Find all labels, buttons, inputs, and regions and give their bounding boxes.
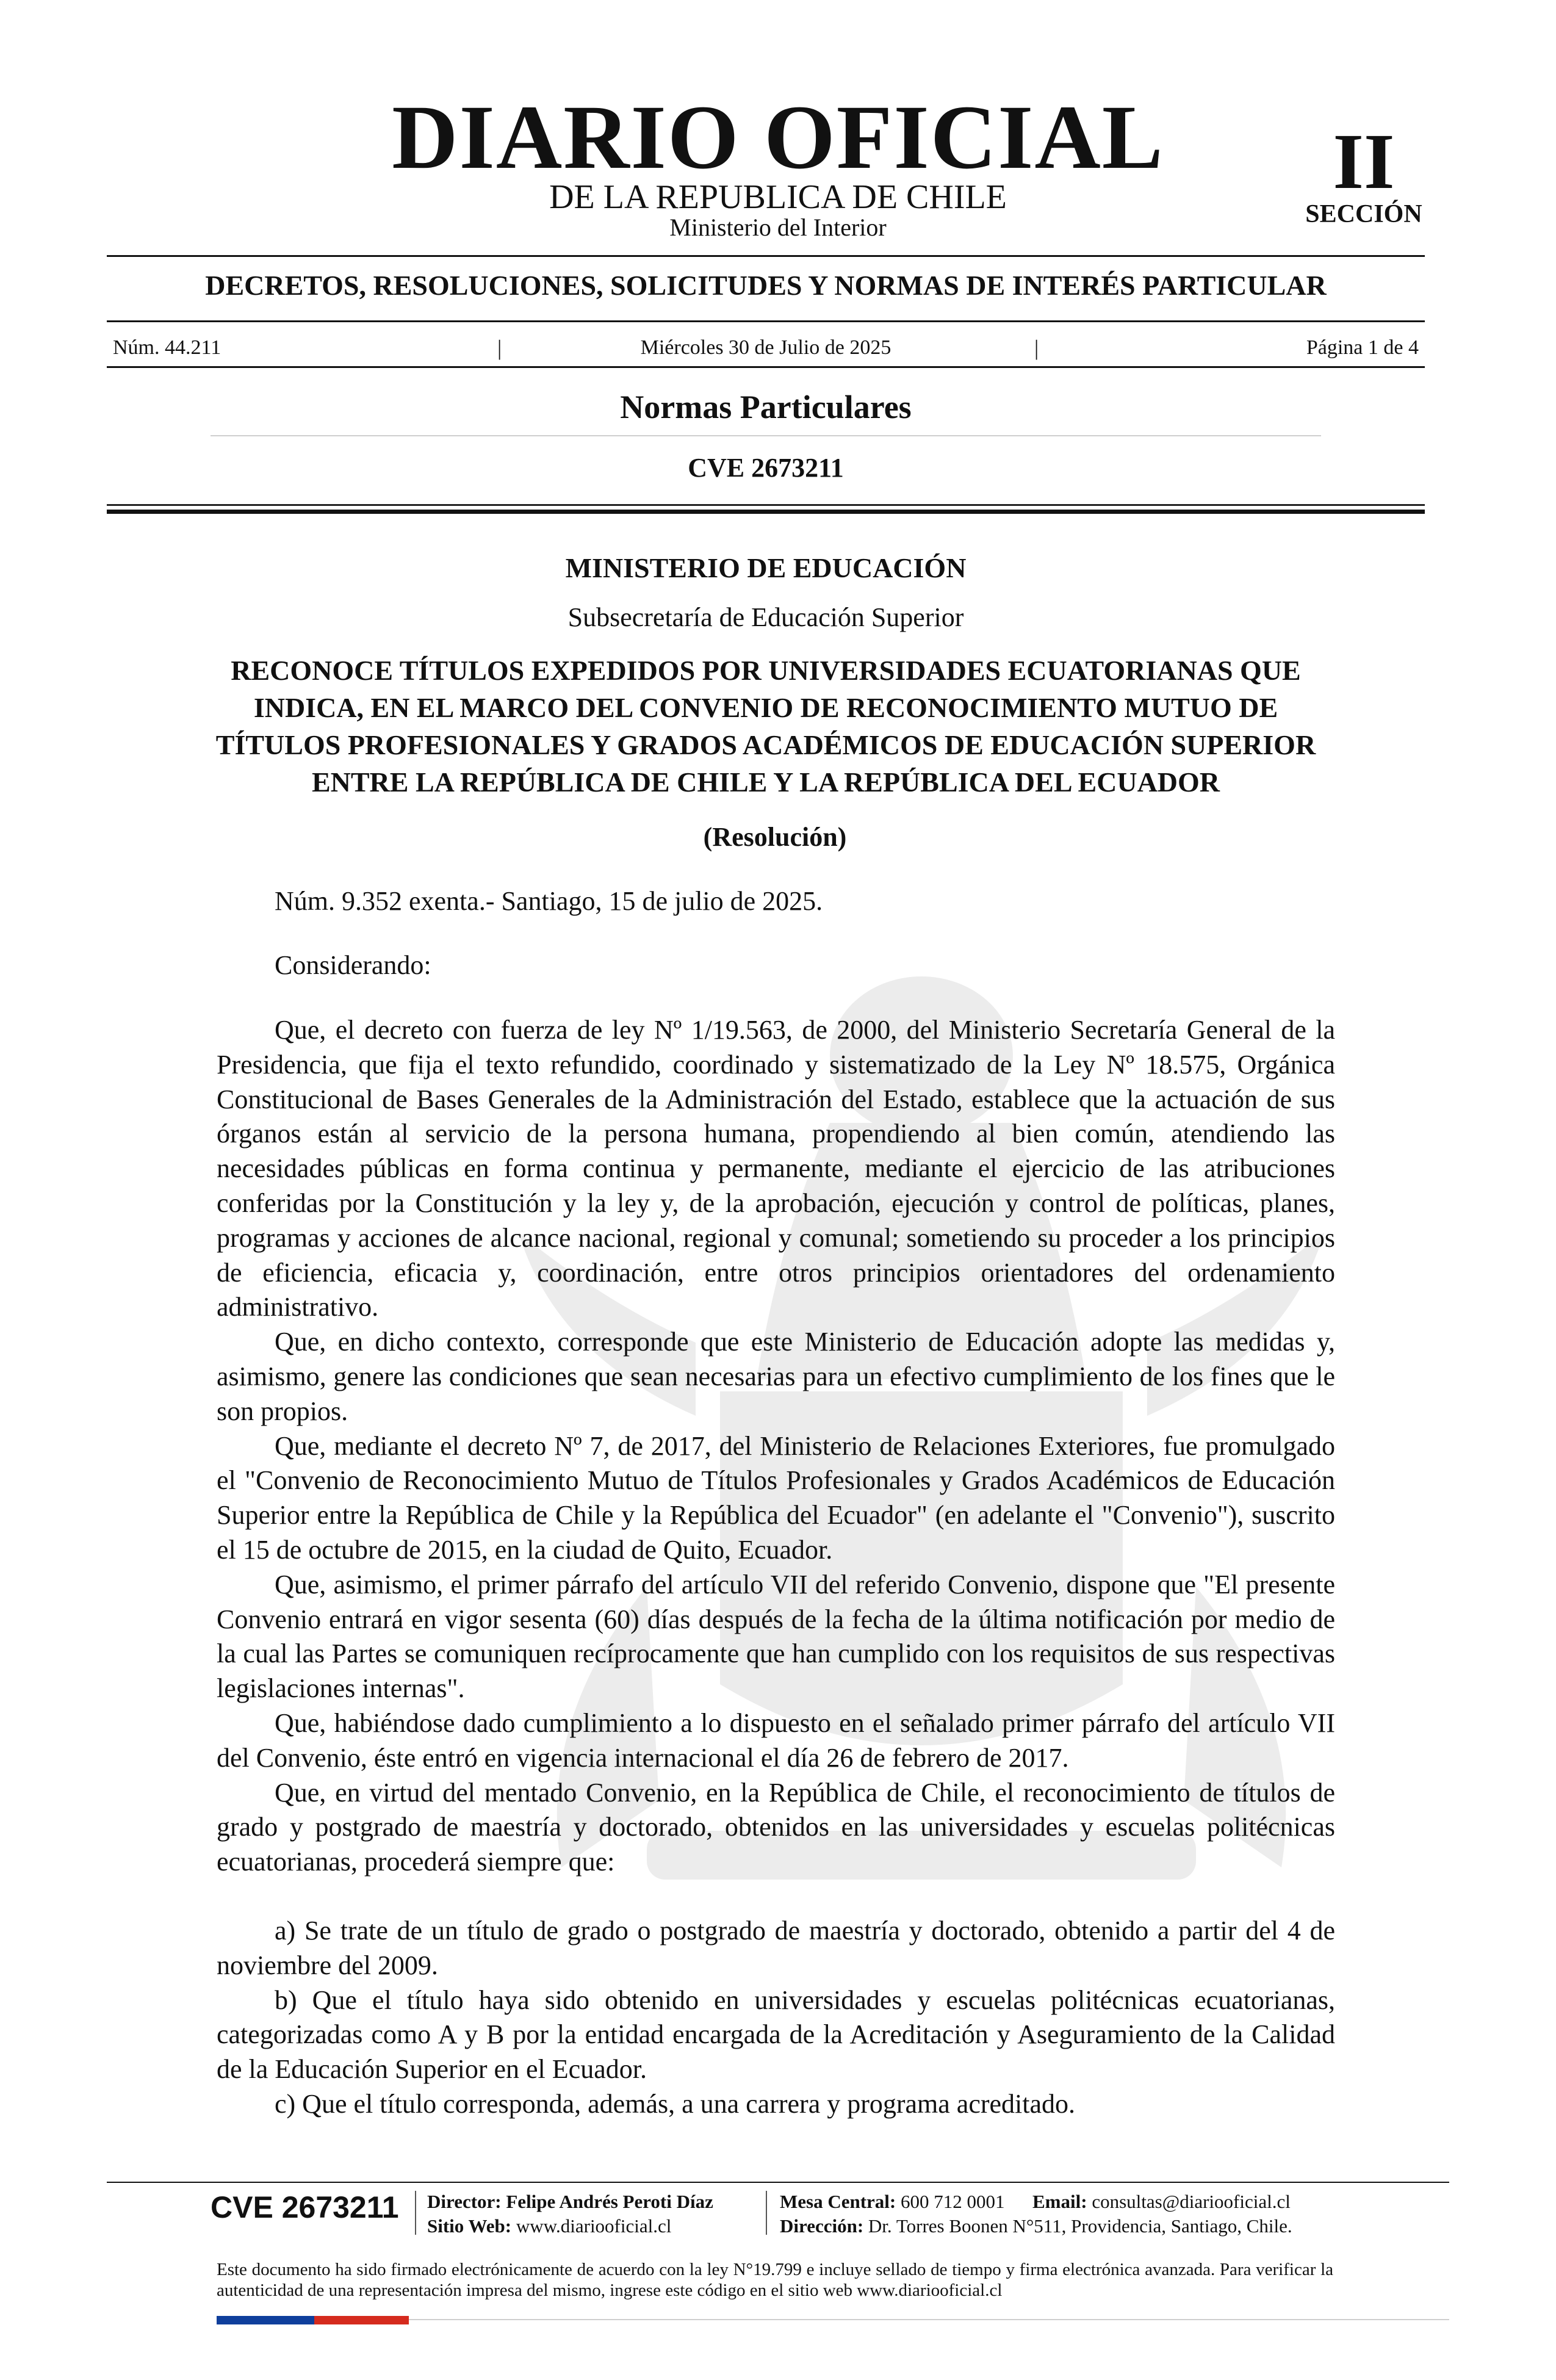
footer-website bbox=[427, 2214, 671, 2238]
paragraph: Que, habiéndose dado cumplimiento a lo dispuesto en el señalado primer párrafo del artículo VII del Convenio, éste entró en vigencia internacional el día 26 de febrero de 2017. bbox=[217, 1707, 1335, 1773]
resolution-title: RECONOCE TÍTULOS EXPEDIDOS POR UNIVERSIDADES ECUATORIANAS QUE INDICA, EN EL MARCO DEL CONVENIO DE RECONOCIMIENTO MUTUO DE TÍTULOS PROFESIONALES Y GRADOS ACADÉMICOS DE EDUCACIÓN SUPERIOR ENTRE LA REPÚBLICA DE CHILE Y LA REPÚBLICA DEL ECUADOR bbox=[215, 655, 1316, 798]
email-link[interactable]: consultas@diariooficial.cl bbox=[1092, 2191, 1291, 2212]
director-name: Felipe Andrés Peroti Díaz bbox=[506, 2191, 713, 2212]
condition-item: b) Que el título haya sido obtenido en universidades y escuelas politécnicas ecuatorianas, categorizadas como A y B por la entidad encargada de la Acreditación y Aseguramiento de la Calidad de la Educación Superior en el Ecuador. bbox=[217, 1985, 1335, 2085]
mesa-phone: 600 712 0001 bbox=[901, 2191, 1005, 2212]
cve-code: CVE 2673211 bbox=[688, 453, 844, 483]
footer-cve-code: CVE 2673211 bbox=[211, 2190, 399, 2224]
footer-address bbox=[780, 2214, 1292, 2238]
condition-item: a) Se trate de un título de grado o postgrado de maestría y doctorado, obtenido a partir del 4 de noviembre del 2009. bbox=[217, 1915, 1335, 1980]
meta-separator: | bbox=[1034, 336, 1039, 360]
address-label: Dirección: bbox=[780, 2215, 864, 2237]
condition-item: c) Que el título corresponda, además, a una carrera y programa acreditado. bbox=[275, 2088, 1076, 2119]
body-text bbox=[217, 1013, 1335, 2122]
double-rule-bottom bbox=[107, 510, 1425, 514]
mesa-label: Mesa Central: bbox=[780, 2191, 896, 2212]
section-number: II bbox=[1333, 118, 1395, 206]
flag-stripe-red bbox=[314, 2316, 409, 2324]
masthead-title: DIARIO OFICIAL bbox=[392, 87, 1164, 188]
section-label: SECCIÓN bbox=[1305, 200, 1422, 228]
double-rule-top bbox=[107, 504, 1425, 506]
website-link[interactable]: www.diariooficial.cl bbox=[516, 2215, 672, 2237]
footer-contact bbox=[780, 2190, 1291, 2214]
address-text: Dr. Torres Boonen N°511, Providencia, Santiago, Chile. bbox=[868, 2215, 1292, 2237]
director-label: Director: bbox=[427, 2191, 502, 2212]
footer-rule bbox=[107, 2182, 1449, 2183]
resolution-number-line: Núm. 9.352 exenta.- Santiago, 15 de julio de 2025. bbox=[275, 886, 823, 916]
masthead-ministry: Ministerio del Interior bbox=[669, 214, 887, 241]
footer-director bbox=[427, 2190, 713, 2214]
band-title: DECRETOS, RESOLUCIONES, SOLICITUDES Y NORMAS DE INTERÉS PARTICULAR bbox=[205, 270, 1327, 301]
issuing-subsecretariat: Subsecretaría de Educación Superior bbox=[567, 602, 964, 632]
footer-bottom-rule bbox=[409, 2319, 1449, 2320]
flag-stripe-blue bbox=[217, 2316, 314, 2324]
document-type-label: (Resolución) bbox=[703, 822, 847, 852]
page-indicator: Página 1 de 4 bbox=[1306, 336, 1419, 359]
issue-date: Miércoles 30 de Julio de 2025 bbox=[640, 336, 891, 359]
paragraph: Que, asimismo, el primer párrafo del artículo VII del referido Convenio, dispone que "El presente Convenio entrará en vigor sesenta (60) días después de la fecha de la última notificación por medio de la cual las Partes se comuniquen recíprocamente que han cumplido con los requisitos de sus respectivas legislaciones internas". bbox=[217, 1569, 1335, 1704]
paragraph: Que, en virtud del mentado Convenio, en la República de Chile, el reconocimiento de títulos de grado y postgrado de maestría y doctorado, obtenidos en las universidades y escuelas politécnicas ecuatorianas, procederá siempre que: bbox=[217, 1777, 1335, 1877]
footer-divider bbox=[415, 2191, 416, 2235]
masthead-subtitle: DE LA REPUBLICA DE CHILE bbox=[549, 178, 1007, 216]
paragraph: Que, mediante el decreto Nº 7, de 2017, del Ministerio de Relaciones Exteriores, fue promulgado el "Convenio de Reconocimiento Mutuo de Títulos Profesionales y Grados Académicos de Educación Superior entre la República de Chile y la República del Ecuador" (en adelante el "Convenio"), suscrito el 15 de octubre de 2015, en la ciudad de Quito, Ecuador. bbox=[217, 1430, 1335, 1565]
section-title-rule bbox=[211, 435, 1321, 436]
paragraph: Que, en dicho contexto, corresponde que este Ministerio de Educación adopte las medidas y, asimismo, genere las condiciones que sean necesarias para un efectivo cumplimiento de los fines que le son propios. bbox=[217, 1327, 1335, 1426]
header-rule-bottom bbox=[107, 366, 1425, 368]
considerando-heading: Considerando: bbox=[275, 950, 431, 980]
paragraph: Que, el decreto con fuerza de ley Nº 1/19.563, de 2000, del Ministerio Secretaría General de la Presidencia, que fija el texto refundido, coordinado y sistematizado de la Ley Nº 18.575, Orgánica Constitucional de Bases Generales de la Administración del Estado, establece que la actuación de sus órganos están al servicio de la persona humana, propendiendo al bien común, atendiendo las necesidades públicas en forma continua y permanente, mediante el ejercicio de las atribuciones conferidas por la Constitución y la ley y, de la aprobación, ejecución y control de políticas, planes, programas y acciones de alcance nacional, regional y comunal; sometiendo su proceder a los principios de eficiencia, eficacia y, coordinación, entre otros principios orientadores del ordenamiento administrativo. bbox=[217, 1015, 1335, 1322]
meta-separator: | bbox=[497, 336, 502, 360]
issuing-ministry: MINISTERIO DE EDUCACIÓN bbox=[565, 552, 967, 583]
header-rule-mid bbox=[107, 320, 1425, 322]
issue-meta bbox=[113, 336, 1419, 360]
website-label: Sitio Web: bbox=[427, 2215, 512, 2237]
section-title: Normas Particulares bbox=[620, 389, 912, 425]
footer-legal-notice: Este documento ha sido firmado electrónicamente de acuerdo con la ley N°19.799 e incluye sellado de tiempo y firma electrónica avanzada. Para verificar la autenticidad de una representación impresa del mismo, ingrese este código en el sitio web www.diariooficial.cl bbox=[217, 2260, 1333, 2300]
header-rule-top bbox=[107, 255, 1425, 257]
footer-divider bbox=[766, 2191, 767, 2235]
email-label: Email: bbox=[1032, 2191, 1087, 2212]
issue-number: Núm. 44.211 bbox=[113, 336, 222, 359]
